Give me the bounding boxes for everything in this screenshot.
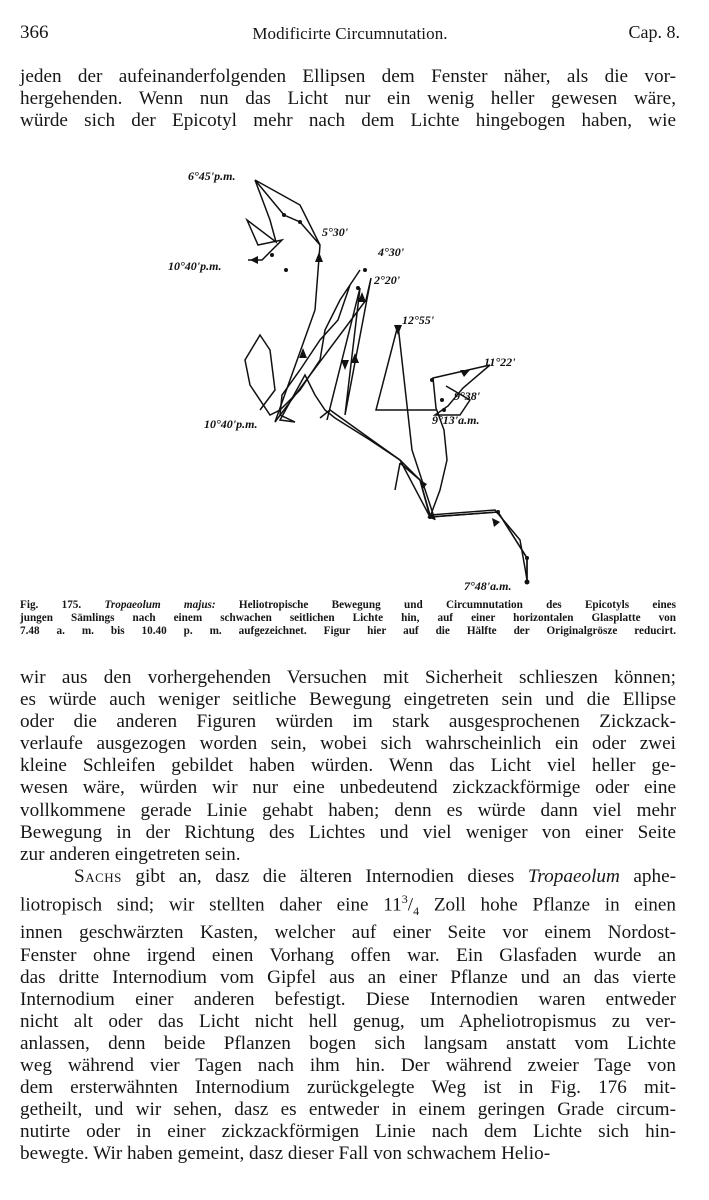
caption-line: 7.48 a. m. bis 10.40 p. m. aufgezeichnet. Figur hier auf die Hälfte der Originalgrösze reducirt. (20, 625, 676, 637)
trace-line (245, 270, 527, 580)
text-line: Internodium einer anderen befestigt. Diese Internodien waren entweder (20, 988, 676, 1010)
label-1122: 11°22' (484, 355, 516, 369)
text-line: innen geschwärzten Kasten, welcher auf einer Seite vor einem Nordost- (20, 922, 676, 944)
label-913am: 9°13'a.m. (432, 413, 480, 427)
text-fragment: gibt an, dasz die älteren Internodien dieses (121, 866, 528, 887)
text-line: zur anderen eingetreten sein. (20, 843, 241, 865)
text-line: dem ersterwähnten Internodium zurückgelegte Weg ist in Fig. 176 mit- (20, 1077, 676, 1099)
paragraph-middle (20, 667, 676, 866)
text-line: kleine Schleifen gebildet haben würden. Wenn das Licht viel heller ge- (20, 755, 676, 777)
text-line: wir aus den vorhergehenden Versuchen mit Sicherheit schlieszen können; (20, 667, 676, 688)
chapter-label: Cap. 8. (628, 22, 680, 42)
text-line: weg während vier Tagen nach ihm hin. Der während zweier Tage von (20, 1054, 676, 1076)
trace-segments (395, 463, 527, 582)
figure-caption (20, 599, 676, 638)
label-430: 4°30' (378, 245, 405, 259)
text-line: es würde auch weniger seitliche Bewegung eingetreten sein und die Ellipse (20, 689, 676, 711)
caption-line: jungen Sämlings nach einem schwachen seitlichen Lichte hin, auf einer horizontalen Glasplatte von (20, 612, 676, 624)
label-645pm: 6°45'p.m. (188, 169, 236, 183)
text-fragment: aphe- (619, 866, 676, 887)
genus-name: Tropaeolum (527, 866, 620, 887)
trace-points (270, 213, 530, 585)
fraction-numerator: 3 (401, 892, 408, 907)
caption-line (20, 599, 676, 612)
text-line: anlassen, denn beide Pflanzen bogen sich langsam anstatt vom Lichte (20, 1032, 676, 1054)
text-line: nicht alt oder das Licht nicht hell genug, um Apheliotropismus zu ver- (20, 1010, 676, 1032)
text-line: wesen wäre, würden wir nur eine unbedeutend zickzackförmige oder eine (20, 777, 676, 799)
label-1255: 12°55' (402, 313, 435, 327)
text-line (20, 888, 676, 922)
label-938: 9°38' (454, 389, 481, 403)
label-748am: 7°48'a.m. (464, 579, 512, 593)
paragraph-bottom (20, 866, 676, 1165)
author-sachs: Sachs (74, 866, 122, 887)
text-line: vollkommene gerade Linie gehabt haben; denn es würde dann viel mehr (20, 799, 676, 821)
paragraph-top (20, 66, 676, 132)
label-1040pm-lower: 10°40'p.m. (204, 417, 258, 431)
text-line: jeden der aufeinanderfolgenden Ellipsen dem Fenster näher, als die vor- (20, 66, 676, 87)
text-line: bewegte. Wir haben gemeint, dasz dieser Fall von schwachem Helio- (20, 1143, 551, 1165)
text-line: Bewegung in der Richtung des Lichtes und viel weniger von einer Seite (20, 821, 676, 843)
label-220: 2°20' (374, 273, 401, 287)
caption-prefix: Fig. 175. (20, 599, 105, 611)
text-line: verlaufe ausgezogen worden sein, wobei sich wahrscheinlich ein oder zwei (20, 733, 676, 755)
page-number: 366 (20, 22, 49, 43)
caption-species: Tropaeolum majus: (104, 599, 216, 611)
circumnutation-diagram (0, 160, 709, 600)
text-fragment: Zoll hohe Pflanze in einen (419, 894, 676, 916)
label-1040pm-upper: 10°40'p.m. (168, 259, 222, 273)
figure-175 (0, 160, 709, 600)
text-line: würde sich der Epicotyl mehr nach dem Lichte hingebogen haben, wie (20, 110, 676, 132)
trace-main (247, 180, 527, 582)
fraction-denominator: 4 (413, 904, 420, 919)
text-line: das dritte Internodium vom Gipfel aus an einer Pflanze und an das vierte (20, 966, 676, 988)
running-title: Modificirte Circumnutation. (252, 24, 448, 43)
fraction-slash: / (407, 894, 414, 916)
text-line: oder die anderen Figuren würden im stark ausgesprochenen Zickzack- (20, 711, 676, 733)
text-fragment: liotropisch sind; wir stellten daher eine 11 (20, 894, 402, 916)
text-line: getheilt, und wir sehen, dasz es entweder in einem geringen Grade circum- (20, 1099, 676, 1121)
page-header (20, 22, 680, 48)
text-line: Fenster ohne irgend einen Vorhang offen war. Ein Glasfaden wurde an (20, 944, 676, 966)
text-line: hergehenden. Wenn nun das Licht nur ein wenig heller gewesen wäre, (20, 88, 676, 110)
text-line: nutirte oder in einer zickzackförmigen Linie nach dem Lichte sich hin- (20, 1121, 676, 1143)
caption-text: Heliotropische Bewegung und Circumnutation des Epicotyls eines (215, 599, 676, 611)
text-line (20, 866, 676, 888)
label-530: 5°30' (322, 225, 349, 239)
